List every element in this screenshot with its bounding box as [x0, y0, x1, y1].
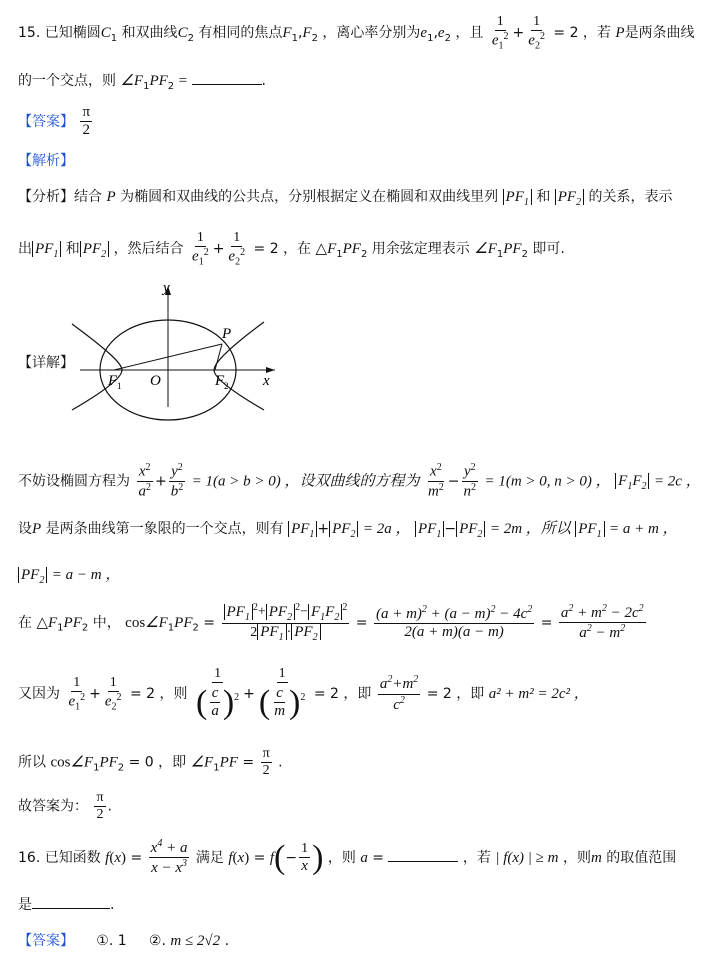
label-F1-sub: 1: [117, 381, 122, 391]
answer-blank-a: [388, 861, 458, 862]
label-F2: F: [215, 373, 225, 389]
q16-line-1: 16. 已知函数 f(x) = $\frac{x^4 + a}{x - x^3}$ 满足 f(x) = f(− $\frac{1}{x}$ ) ，则 a = ，若 | f(x) | ≥ m ，则m 的取值范围: [18, 838, 677, 877]
hyperbola-left-branch: [72, 324, 122, 410]
q15-line-2: 的一个交点，则 $\angle F_1PF_2$ = .: [18, 73, 266, 92]
step-3: $PF_2 = a - m$ ，: [18, 563, 120, 586]
answer-16: 【答案】 ①. 1 ②. m ≤ 2√2 .: [18, 933, 230, 949]
ellipse-hyperbola-figure: [70, 282, 280, 417]
label-x: x: [263, 373, 270, 389]
q15-line-1: 15. 已知椭圆$C_1$ 和双曲线$C_2$ 有相同的焦点$F_1,F_2$ ，离心率分别为$e_1,e_2$ ，且 $\frac{1}{e_1^2}$ + $\frac{1}{e_2^2}$ = 2 ，若 P是两条曲线: [18, 14, 695, 52]
answer-blank: [192, 84, 262, 85]
step-7: 故答案为： $\frac{\pi}{2}$ .: [18, 790, 112, 823]
analysis-label: 【解析】: [18, 153, 74, 169]
answer-15: 【答案】 $\frac{\pi}{2}$: [18, 104, 91, 139]
label-y: y: [163, 280, 170, 296]
step-4: 在 $\triangle F_1PF_2$ 中， $\cos\angle F_1PF_2$ = $\frac{PF_1^2+ PF_2^2- F_1F_2^2}{2 PF_1 \cdot PF_2}$ = $\frac{(a + m)^2 + (a - m)^2 - 4c^2}{2(a + m)(a - m)}$ = $\frac{a^2 + m^2 - 2c^2}{a^2 - m^2}$: [18, 602, 644, 644]
analysis-line-1: 【分析】结合 P 为椭圆和双曲线的公共点，分别根据定义在椭圆和双曲线里列 $PF_1$ 和 $PF_2$ 的关系，表示: [18, 189, 673, 208]
step-1: 不妨设椭圆方程为 $\frac{x^2}{a^2}$ + $\frac{y^2}{b^2}$ = 1(a > b > 0) ，设双曲线的方程为 $\frac{x^2}{m^2}$ − $\frac{y^2}{n^2}$ = 1(m > 0, n > 0) ， $F_1F_2 = 2c$ ，: [18, 462, 701, 500]
frac-1-e1sq: $\frac{1}{e_1^2}$: [491, 14, 509, 52]
analysis-line-2: 出 $PF_1$ 和 $PF_2$ ，然后结合 $\frac{1}{e_1^2}$ + $\frac{1}{e_2^2}$ = 2 ，在 $\triangle F_1PF_2$ 用余弦定理表示 $\angle F_1PF_2$ 即可.: [18, 230, 565, 268]
label-O: O: [150, 373, 161, 389]
label-F1: F: [108, 373, 118, 389]
answer-blank-m: [32, 908, 110, 909]
frac-1-e2sq: $\frac{1}{e_2^2}$: [528, 14, 545, 52]
segment-PF2: [215, 344, 222, 370]
step-2: 设P 是两条曲线第一象限的一个交点，则有 $PF_1 + PF_2 = 2a$ ， $PF_1 - PF_2 = 2m$ ，所以 $PF_1 = a + m$ ，: [18, 521, 678, 540]
q16-line-2: 是 .: [18, 897, 115, 913]
step-5: 又因为 $\frac{1}{e_1^2}$ + $\frac{1}{e_2^2}$ = 2 ，则 1 ( $\frac{c}{a}$ )$^2$ + 1 ( $\frac{c}{m}$ )$^2$ = 2 ，即 $\frac{a^2+m^2}{c^2}$ = 2 ，即 a² + m² = 2c² ，: [18, 666, 589, 722]
step-6: 所以 $\cos\angle F_1PF_2 = 0$ ，即 $\angle F_1PF$ = $\frac{\pi}{2}$ .: [18, 746, 283, 779]
label-P: P: [222, 326, 232, 342]
detail-label: 【详解】: [18, 355, 74, 371]
label-F2-sub: 2: [224, 381, 229, 391]
